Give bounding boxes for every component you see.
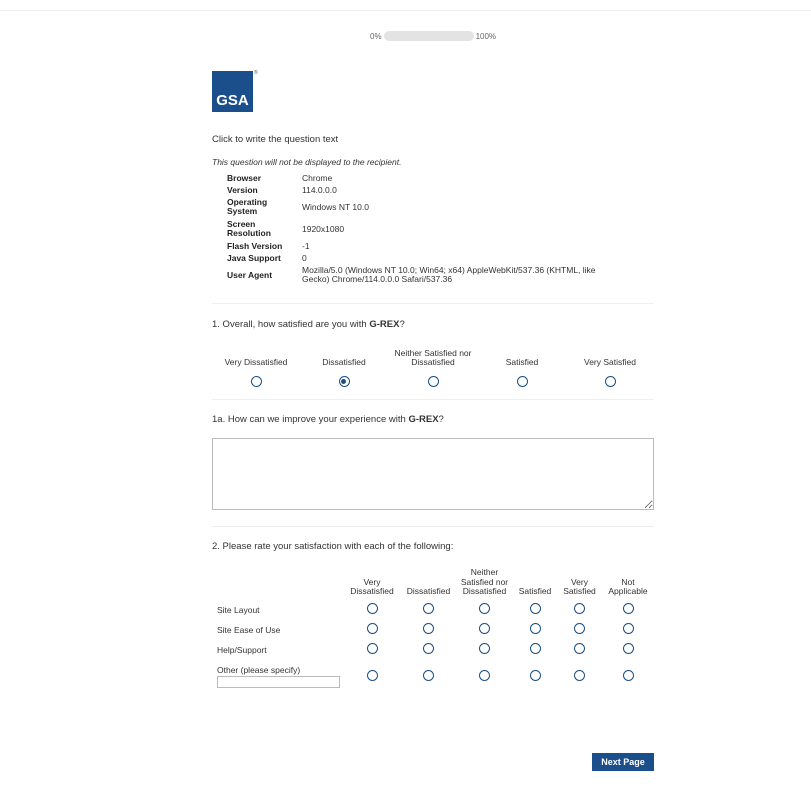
info-key: User Agent [227, 269, 273, 280]
matrix-row-label: Help/Support [217, 644, 267, 655]
info-row-resolution [227, 218, 622, 240]
matrix-cell[interactable] [401, 660, 456, 694]
matrix-radio[interactable] [574, 643, 585, 654]
info-value: Chrome [302, 172, 333, 183]
matrix-row-label: Site Layout [217, 604, 260, 615]
matrix-radio[interactable] [367, 670, 378, 681]
q1-radio-very-dissatisfied[interactable] [251, 376, 262, 387]
matrix-row-other [212, 660, 654, 694]
info-value: 1920x1080 [302, 223, 345, 234]
progress-bar [384, 31, 474, 41]
matrix-cell[interactable] [557, 640, 602, 660]
info-question-text[interactable]: Click to write the question text [212, 134, 339, 145]
matrix-radio[interactable] [479, 670, 490, 681]
matrix-cell[interactable] [401, 640, 456, 660]
matrix-column-header: Very Dissatisfied [350, 576, 394, 596]
info-row-flash [227, 240, 622, 252]
question-separator [212, 399, 654, 400]
info-value: Windows NT 10.0 [302, 201, 369, 212]
matrix-cell[interactable] [456, 600, 513, 620]
info-key: Screen Resolution [227, 219, 271, 238]
matrix-radio[interactable] [574, 603, 585, 614]
q1-radio-satisfied[interactable] [517, 376, 528, 387]
q1-satisfaction-scale [212, 345, 654, 387]
matrix-cell[interactable] [343, 600, 401, 620]
matrix-cell[interactable] [456, 620, 513, 640]
matrix-column-header: Dissatisfied [406, 586, 451, 596]
matrix-cell[interactable] [602, 620, 654, 640]
matrix-radio[interactable] [530, 643, 541, 654]
question-separator [212, 303, 654, 304]
info-key: Version [227, 184, 258, 195]
q2-matrix [212, 568, 654, 694]
top-divider [0, 10, 811, 11]
matrix-cell[interactable] [343, 660, 401, 694]
matrix-cell[interactable] [401, 600, 456, 620]
next-page-button[interactable]: Next Page [592, 753, 654, 771]
q1a-prefix: 1a. How can we improve your experience with [212, 414, 409, 425]
q1-option-label: Satisfied [505, 357, 539, 367]
other-specify-input[interactable] [217, 676, 340, 688]
info-value: Mozilla/5.0 (Windows NT 10.0; Win64; x64) AppleWebKit/537.36 (KHTML, like Gecko) Chrome/114.0.0.0 Safari/537.36 [302, 265, 596, 284]
matrix-radio[interactable] [423, 623, 434, 634]
matrix-cell[interactable] [401, 620, 456, 640]
info-value: 114.0.0.0 [302, 184, 337, 195]
matrix-cell[interactable] [513, 600, 557, 620]
info-row-user-agent [227, 264, 622, 286]
q2-text: 2. Please rate your satisfaction with each of the following: [212, 541, 454, 552]
matrix-cell[interactable] [557, 620, 602, 640]
matrix-radio[interactable] [623, 643, 634, 654]
matrix-radio[interactable] [423, 670, 434, 681]
q1-option[interactable] [212, 345, 300, 387]
q1-option-label: Dissatisfied [322, 357, 366, 367]
q1-radio-neutral[interactable] [428, 376, 439, 387]
matrix-radio[interactable] [479, 603, 490, 614]
matrix-cell[interactable] [513, 620, 557, 640]
matrix-radio[interactable] [530, 603, 541, 614]
matrix-radio[interactable] [623, 623, 634, 634]
info-key: Operating System [227, 197, 268, 216]
q1a-feedback-textarea[interactable] [212, 438, 654, 510]
info-value: 0 [302, 252, 307, 263]
matrix-radio[interactable] [530, 670, 541, 681]
q1a-suffix: ? [438, 414, 444, 425]
registered-mark: ® [254, 70, 258, 76]
q1-option[interactable] [300, 345, 388, 387]
matrix-row-help-support [212, 640, 654, 660]
matrix-row-label: Site Ease of Use [217, 624, 281, 635]
info-row-browser [227, 172, 622, 184]
q1a-product: G-REX [408, 414, 439, 425]
info-row-java [227, 252, 622, 264]
matrix-header-row [212, 568, 654, 600]
matrix-cell[interactable] [602, 660, 654, 694]
matrix-radio[interactable] [479, 623, 490, 634]
matrix-cell[interactable] [456, 640, 513, 660]
progress-start-label: 0% [370, 31, 382, 41]
q1-suffix: ? [399, 319, 405, 330]
matrix-radio[interactable] [530, 623, 541, 634]
matrix-corner [212, 568, 343, 600]
q1-radio-dissatisfied[interactable] [339, 376, 350, 387]
q1-option[interactable] [388, 345, 478, 387]
matrix-column-header: Very Satisfied [563, 576, 596, 596]
q1-option[interactable] [566, 345, 654, 387]
matrix-cell[interactable] [343, 620, 401, 640]
q1-product: G-REX [369, 319, 400, 330]
matrix-row-label-other [212, 660, 343, 694]
q1-text [212, 319, 654, 330]
matrix-radio[interactable] [367, 623, 378, 634]
matrix-column-header: Neither Satisfied nor Dissatisfied [460, 567, 509, 596]
q1-prefix: 1. Overall, how satisfied are you with [212, 319, 370, 330]
matrix-row-site-ease-of-use [212, 620, 654, 640]
matrix-cell[interactable] [557, 660, 602, 694]
hidden-question-note: This question will not be displayed to the recipient. [212, 157, 402, 167]
matrix-cell[interactable] [456, 660, 513, 694]
info-key: Java Support [227, 252, 281, 263]
info-key: Browser [227, 172, 262, 183]
info-key: Flash Version [227, 240, 283, 251]
matrix-radio[interactable] [367, 643, 378, 654]
question-separator [212, 526, 654, 527]
matrix-cell[interactable] [602, 640, 654, 660]
matrix-radio[interactable] [479, 643, 490, 654]
matrix-cell[interactable] [557, 600, 602, 620]
matrix-row-site-layout [212, 600, 654, 620]
info-row-version [227, 184, 622, 196]
progress-end-label: 100% [475, 31, 497, 41]
q1-option-label: Very Dissatisfied [224, 357, 288, 367]
q1-radio-very-satisfied[interactable] [605, 376, 616, 387]
info-value: -1 [302, 240, 310, 251]
matrix-row-label: Other (please specify) [217, 665, 301, 675]
gsa-logo: GSA [212, 71, 253, 112]
matrix-cell[interactable] [602, 600, 654, 620]
q1-option-label: Very Satisfied [584, 357, 636, 367]
browser-info-table [227, 172, 622, 286]
info-row-os [227, 196, 622, 218]
matrix-radio[interactable] [367, 603, 378, 614]
matrix-radio[interactable] [623, 670, 634, 681]
matrix-radio[interactable] [423, 643, 434, 654]
matrix-cell[interactable] [343, 640, 401, 660]
matrix-radio[interactable] [574, 623, 585, 634]
matrix-column-header: Satisfied [518, 586, 552, 596]
matrix-cell[interactable] [513, 660, 557, 694]
matrix-cell[interactable] [513, 640, 557, 660]
progress-indicator [370, 31, 496, 41]
q1-option[interactable] [478, 345, 566, 387]
q1-option-label: Neither Satisfied nor Dissatisfied [394, 348, 472, 367]
matrix-radio[interactable] [623, 603, 634, 614]
matrix-column-header: Not Applicable [608, 576, 648, 596]
matrix-radio[interactable] [423, 603, 434, 614]
q1a-text [212, 414, 654, 425]
matrix-radio[interactable] [574, 670, 585, 681]
